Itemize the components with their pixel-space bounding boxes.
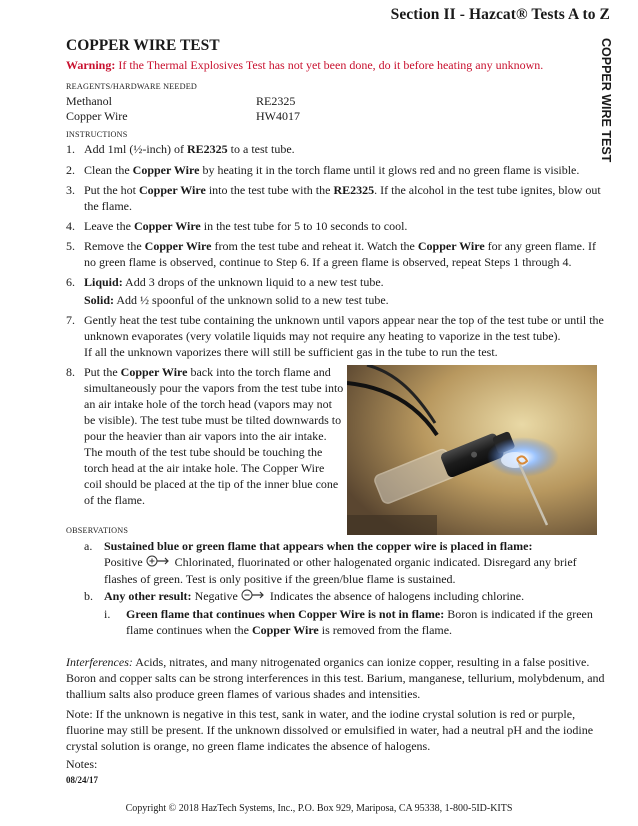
- interferences-label: Interferences:: [66, 655, 133, 669]
- obs-i-label: i.: [104, 607, 111, 621]
- solid-label: Solid:: [84, 293, 115, 307]
- reagent-code: HW4017: [256, 109, 300, 123]
- step-number: 6.: [66, 275, 75, 289]
- obs-b-label: b.: [84, 589, 93, 603]
- reagent-name: Methanol: [66, 94, 112, 108]
- step-number: 3.: [66, 183, 75, 197]
- step-number: 2.: [66, 163, 75, 177]
- warning-text: If the Thermal Explosives Test has not yet been done, do it before heating any unknown.: [118, 58, 544, 72]
- copyright-footer: Copyright © 2018 HazTech Systems, Inc., P.O. Box 929, Mariposa, CA 95338, 1-800-5ID-KITS: [125, 803, 513, 814]
- interferences-paragraph: Interferences: Acids, nitrates, and many nitrogenated organics can ionize copper, resulting in a false positive. Boron and copper salts can be strong interferences in this test. Barium, manganese, tellurium, molybdenum, and thallium salts also produce green flames of various shades and intensities.: [66, 655, 605, 701]
- step-text: Put the hot Copper Wire into the test tube with the RE2325. If the alcohol in the test tube ignites, blow out the flame.: [84, 183, 601, 213]
- step-6-solid: Solid: Add ½ spoonful of the unknown solid to a new test tube.: [84, 293, 389, 307]
- step-text: Put the Copper Wire back into the torch flame and simultaneously pour the vapors from the test tube into an air intake hole of the torch head (vapors may not be visible). The test tube must be tilted downwards to pour the heavier than air vapors into the air intake. The mouth of the test tube should be touching the torch head at the air intake hole. The Copper Wire coil should be placed at the tip of the inner blue cone of the flame.: [84, 365, 344, 507]
- instructions-heading: INSTRUCTIONS: [66, 130, 128, 139]
- reagents-heading: REAGENTS/HARDWARE NEEDED: [66, 82, 198, 91]
- torch-photo: [347, 365, 597, 535]
- obs-a-title: Sustained blue or green flame that appears when the copper wire is placed in flame:: [104, 539, 533, 553]
- negative-arrow-icon: [241, 589, 267, 605]
- step-number: 8.: [66, 365, 75, 379]
- obs-b-title: Any other result:: [104, 589, 192, 603]
- step-text: Gently heat the test tube containing the unknown until vapors appear near the top of the test tube or until the unknown evaporates (very volatile liquids may not require any heating to vaporize in the test tube). If all the unknown vaporizes there will still be sufficient gas in the tube to run the test.: [84, 313, 604, 359]
- obs-i-body: Green flame that continues when Copper Wire is not in flame: Boron is indicated if the green flame continues when the Copper Wire is removed from the flame.: [126, 607, 593, 637]
- step-number: 7.: [66, 313, 75, 327]
- page-title: COPPER WIRE TEST: [66, 37, 220, 54]
- step-number: 4.: [66, 219, 75, 233]
- obs-i-title: Green flame that continues when Copper Wire is not in flame:: [126, 607, 445, 621]
- negative-label: Negative: [194, 589, 238, 603]
- step-text: Clean the Copper Wire by heating it in the torch flame until it glows red and no green flame is visible.: [84, 163, 580, 177]
- reagent-name: Copper Wire: [66, 109, 128, 123]
- warning-line: [66, 58, 543, 73]
- step-number: 1.: [66, 142, 75, 156]
- step-number: 5.: [66, 239, 75, 253]
- reagent-code: RE2325: [256, 94, 296, 108]
- note-paragraph: Note: If the unknown is negative in this test, sank in water, and the iodine crystal solution is red or purple, fluorine may still be present. If the unknown dissolved or emulsified in water, had a neutral pH and the iodine crystal solution is orange, no green flame indicates the absence of halogens.: [66, 707, 594, 753]
- observations-heading: OBSERVATIONS: [66, 526, 129, 535]
- date-stamp: 08/24/17: [66, 775, 99, 785]
- positive-arrow-icon: [146, 555, 172, 571]
- liquid-label: Liquid:: [84, 275, 123, 289]
- obs-b-body: Any other result: Negative Indicates the absence of halogens including chlorine.: [104, 588, 594, 605]
- step-text: Leave the Copper Wire in the test tube for 5 to 10 seconds to cool.: [84, 219, 408, 233]
- positive-label: Positive: [104, 555, 143, 569]
- obs-a-body: Positive Chlorinated, fluorinated or other halogenated organic indicated. Disregard any brief flashes of green. Test is only positive if the green/blue flame is sustained.: [104, 555, 577, 587]
- obs-a-label: a.: [84, 539, 93, 553]
- side-title-text: COPPER WIRE TEST: [599, 38, 613, 163]
- step-text: Add 1ml (½-inch) of RE2325 to a test tube.: [84, 142, 295, 156]
- notes-label: Notes:: [66, 757, 98, 771]
- torch-illustration: [347, 365, 597, 535]
- step-text: Liquid: Add 3 drops of the unknown liquid to a new test tube.: [84, 275, 384, 289]
- warning-label: Warning:: [66, 58, 116, 72]
- section-header: Section II - Hazcat® Tests A to Z: [390, 6, 610, 23]
- step-text: Remove the Copper Wire from the test tube and reheat it. Watch the Copper Wire for any green flame. If no green flame is observed, continue to Step 6. If a green flame is observed, repeat Steps 1 through 4.: [84, 239, 596, 269]
